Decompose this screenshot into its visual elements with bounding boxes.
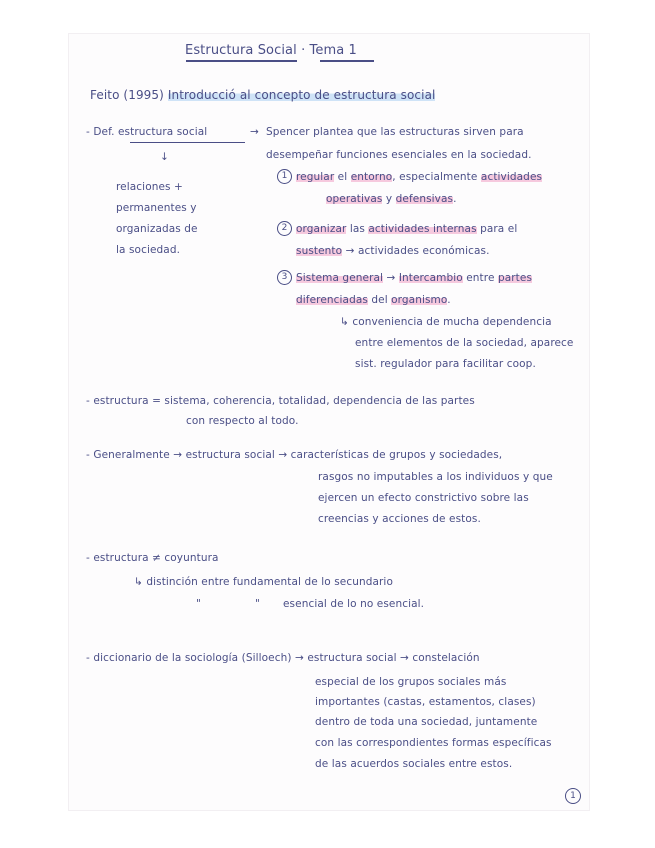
left-note-line: relaciones + (116, 181, 183, 193)
diccionario-line6: de las acuerdos sociales entre estos. (315, 758, 513, 770)
estructura-line1: - estructura = sistema, coherencia, totalidad, dependencia de las partes (86, 395, 475, 407)
intro-line (90, 89, 435, 101)
function-number-1: 1 (277, 169, 292, 184)
function-3-line1: Sistema general → Intercambio entre partes (296, 272, 533, 284)
general-line2: rasgos no imputables a los individuos y que (318, 471, 553, 483)
ditto-mark: " (255, 598, 260, 610)
def-underline (130, 142, 245, 143)
coyuntura-line1: - estructura ≠ coyuntura (86, 552, 219, 564)
function-number-3: 3 (277, 270, 292, 285)
title-underline (186, 60, 297, 62)
left-note-line: permanentes y (116, 202, 197, 214)
diccionario-line4: dentro de toda una sociedad, juntamente (315, 716, 538, 728)
def-line2: desempeñar funciones esenciales en la sociedad. (266, 149, 532, 161)
left-note-line: organizadas de (116, 223, 198, 235)
def-line1: Spencer plantea que las estructuras sirven para (266, 126, 524, 138)
coyuntura-line2: ↳ distinción entre fundamental de lo secundario (134, 576, 393, 588)
diccionario-line3: importantes (castas, estamentos, clases) (315, 696, 536, 708)
general-line3: ejercen un efecto constrictivo sobre las (318, 492, 529, 504)
function-1-line2: operativas y defensivas. (326, 193, 457, 205)
diccionario-line1: - diccionario de la sociología (Silloech) → estructura social → constelación (86, 652, 480, 664)
estructura-line2: con respecto al todo. (186, 415, 299, 427)
function-2-line2: sustento → actividades económicas. (296, 245, 490, 257)
diccionario-line5: con las correspondientes formas específicas (315, 737, 552, 749)
intro-text: Introducció al concepto de estructura social (167, 88, 436, 102)
function-1-line1: regular el entorno, especialmente actividades (296, 171, 543, 183)
general-line1: - Generalmente → estructura social → características de grupos y sociedades, (86, 449, 503, 461)
title-tema: Tema 1 (309, 43, 357, 58)
def-label: - Def. estructura social (86, 126, 208, 138)
page-title (185, 44, 357, 57)
intro-author: Feito (1995) (90, 88, 164, 102)
function-3-line2: diferenciadas del organismo. (296, 294, 451, 306)
general-line4: creencias y acciones de estos. (318, 513, 481, 525)
tema-underline (320, 60, 374, 62)
left-note-line: la sociedad. (116, 244, 181, 256)
sub-note-line: ↳ conveniencia de mucha dependencia (340, 316, 552, 328)
down-arrow: ↓ (160, 151, 169, 163)
page-number: 1 (565, 788, 581, 804)
title-main: Estructura Social (185, 43, 297, 58)
sub-note-line: entre elementos de la sociedad, aparece (355, 337, 574, 349)
ditto-mark: " (196, 598, 201, 610)
function-2-line1: organizar las actividades internas para el (296, 223, 518, 235)
coyuntura-line3: esencial de lo no esencial. (283, 598, 425, 610)
def-arrow: → (250, 126, 259, 138)
function-number-2: 2 (277, 221, 292, 236)
sub-note-line: sist. regulador para facilitar coop. (355, 358, 536, 370)
diccionario-line2: especial de los grupos sociales más (315, 676, 507, 688)
title-separator: · (296, 43, 310, 58)
